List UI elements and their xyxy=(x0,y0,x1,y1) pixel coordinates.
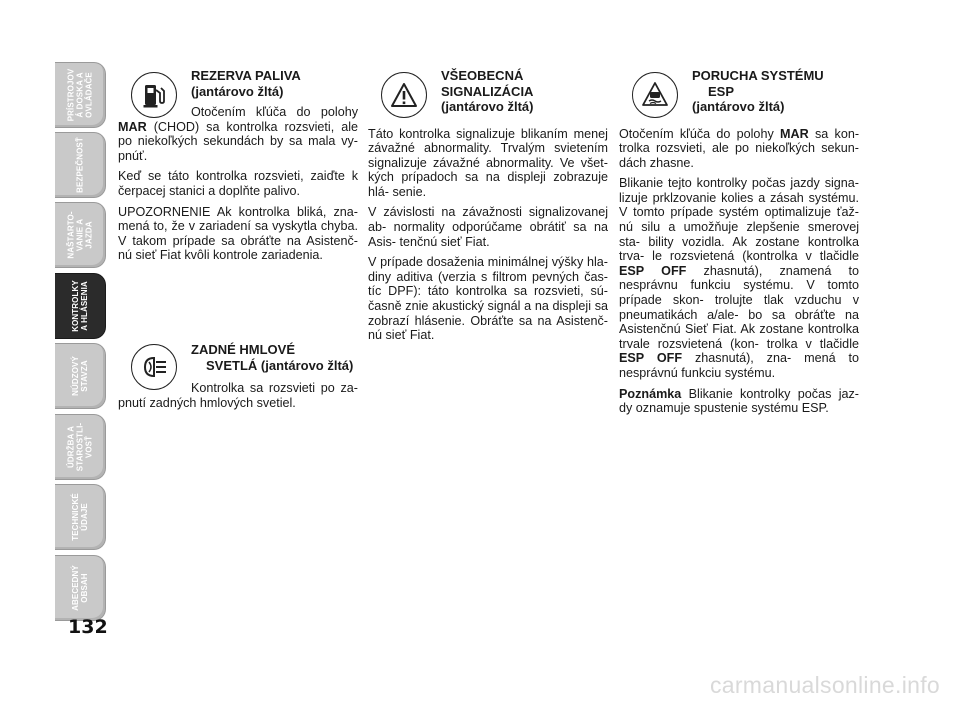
fuel-reserve-paragraph-2: Keď se táto kontrolka rozsvieti, zaiďte k čerpacej stanici a doplňte palivo. xyxy=(118,169,358,198)
tab-starting-driving[interactable] xyxy=(55,202,106,268)
tab-safety[interactable] xyxy=(55,132,106,198)
fuel-reserve-paragraph-3: UPOZORNENIE Ak kontrolka bliká, zna- mená to, že v zariadení sa vyskytla chyba. V takom prípade sa obráťte na Asistenč- nú sieť Fiat kvôli kontrole zariadenia. xyxy=(118,204,358,263)
tab-label: TECHNICKÉ ÚDAJE xyxy=(71,493,89,541)
general-signal-heading: VŠEOBECNÁ SIGNALIZÁCIA (jantárovo žltá) xyxy=(441,68,534,114)
esp-failure-paragraph-1: Otočením kľúča do polohy MAR sa kon- trolka rozsvieti, ale po niekoľkých sekun- dách zhasne. xyxy=(619,126,860,170)
tab-warning-lights[interactable] xyxy=(55,273,106,339)
tab-label: BEZPEČNOSŤ xyxy=(75,137,85,193)
esp-failure-paragraph-2: Blikanie tejto kontrolky počas jazdy signa- lizuje prklzovanie kolies a zásah systému. V tomto prípade systém optimalizuje ťaž- nú silu a umožňuje zlepšenie smerovej sta- bility vozidla. Ak zostane kontrolka trva- le rozsvietená (kontrolka v tlačidle ESP OFF zhasnutá), znamená to nesprávnu funkciu systému. V tomto prípade skon- trolujte tlak vzduchu v pneumatikách a/ale- bo sa obráťte na Asistenčnú Sieť Fiat. Ak zostane kontrolka trvale rozsvietená (kon- trolka v tlačidle ESP OFF zhasnutá), zna- mená to nesprávnú funkciu systému. xyxy=(619,176,860,380)
general-signal-paragraph-2: V závislosti na závažnosti signalizovanej ab- normality odporúčame obrátiť sa na Asis- tenčnú sieť Fiat. xyxy=(368,205,608,249)
rear-fog-paragraph: Kontrolka sa rozsvieti po za- pnutí zadných hmlových svetiel. xyxy=(118,381,358,410)
tab-label: KONTROLKY A HLÁSENIA xyxy=(71,280,89,332)
tab-instrument-panel[interactable] xyxy=(55,62,106,128)
tab-label: PRÍSTROJOV Á DOSKA A OVLÁDAČE xyxy=(66,68,94,122)
rear-fog-section xyxy=(118,342,358,416)
footer-watermark: carmanualsonline.info xyxy=(709,672,940,698)
esp-failure-note: Poznámka Blikanie kontrolky počas jaz- dy oznamuje spustenie systému ESP. xyxy=(619,386,859,416)
esp-failure-heading: PORUCHA SYSTÉMU ESP (jantárovo žltá) xyxy=(692,68,824,114)
tab-maintenance[interactable] xyxy=(55,414,106,480)
tab-label: ABECEDNÝ OBSAH xyxy=(71,565,89,611)
tab-index[interactable] xyxy=(55,555,106,621)
general-signal-paragraph-3: V prípade dosaženia minimálnej výšky hla- diny aditiva (verzia s filtrom pevných čas- tíc DPF): táto kontrolka sa rozsvieti, sú- časně znie akustický signál a na displeji sa zobrazí hlásenie. Obráťte sa na Asistenč- nú sieť Fiat. xyxy=(368,255,608,343)
tab-emergency[interactable] xyxy=(55,343,106,409)
tab-label: NAŠTARTO- VANIE A JAZDA xyxy=(66,211,94,259)
rear-fog-heading: ZADNÉ HMLOVÉ SVETLÁ (jantárovo žltá) xyxy=(191,342,354,373)
fuel-reserve-paragraph-1: Otočením kľúča do polohy MAR (CHOD) sa kontrolka rozsvieti, ale po niekoľkých sekundách by sa mala vy- pnúť. xyxy=(118,105,359,163)
page-number: 132 xyxy=(68,616,108,638)
tab-label: ÚDRŽBA A STAROSTLI- VOSŤ xyxy=(66,422,94,472)
tab-technical-data[interactable] xyxy=(55,484,106,550)
tab-label: NÚDZOVÝ STAVZA xyxy=(71,356,89,396)
esp-failure-section xyxy=(619,68,859,422)
fuel-reserve-section xyxy=(118,68,358,269)
fuel-reserve-heading: REZERVA PALIVA (jantárovo žltá) xyxy=(191,68,301,99)
general-signal-paragraph-1: Táto kontrolka signalizuje blikaním menej závažné abnormality. Trvalým svietením signalizuje závažné abnormality. Ve všet- kých prípadoch sa na displeji zobrazuje hlá- senie. xyxy=(368,126,608,199)
general-signal-section xyxy=(368,68,608,349)
